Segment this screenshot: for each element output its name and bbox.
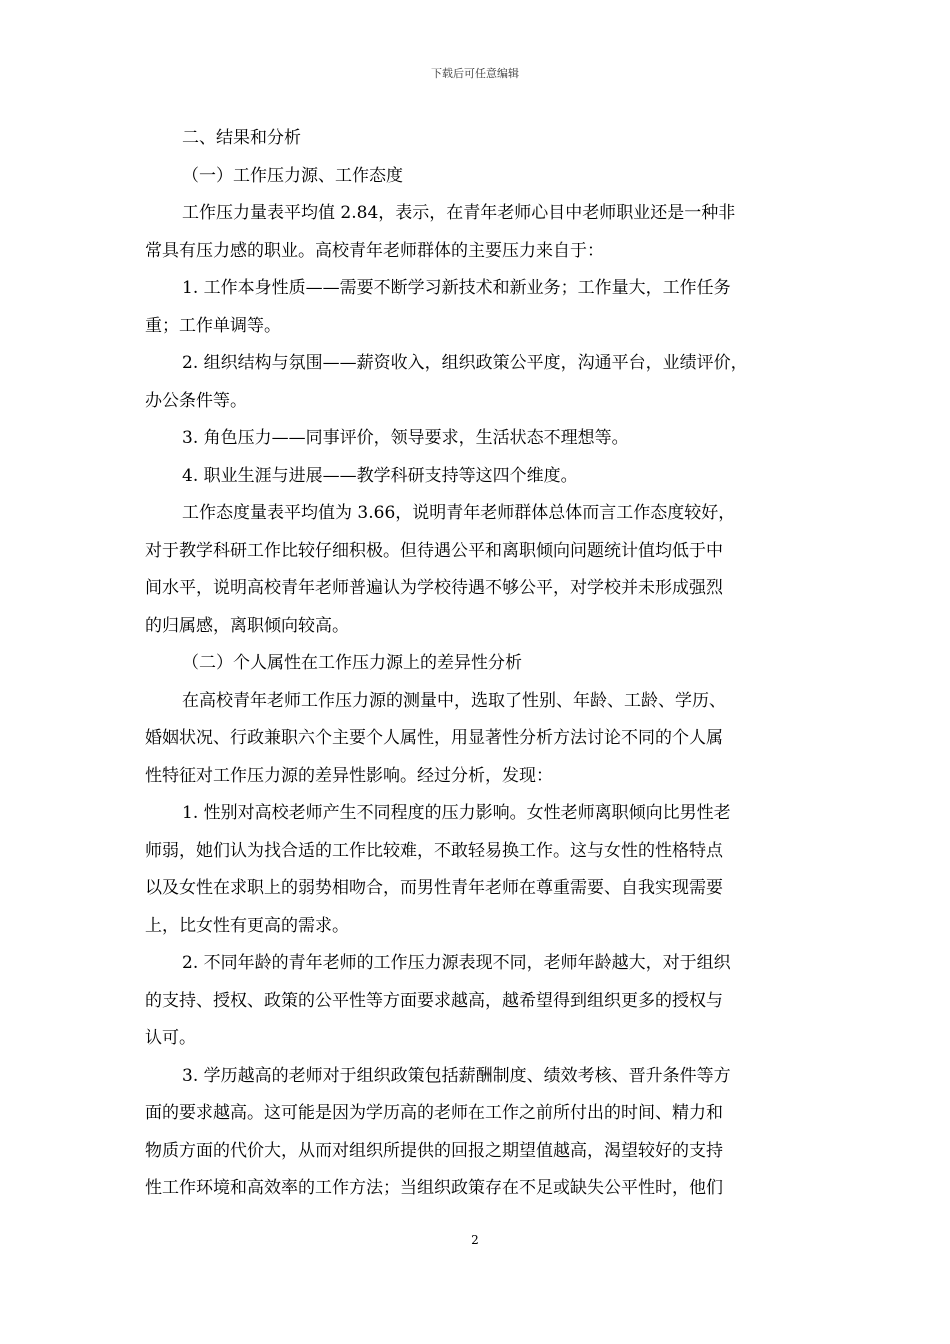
list-item-line: 2. 不同年龄的青年老师的工作压力源表现不同，老师年龄越大，对于组织 bbox=[182, 953, 731, 973]
list-item-line: 性工作环境和高效率的工作方法；当组织政策存在不足或缺失公平性时，他们 bbox=[145, 1178, 723, 1198]
list-item-line: 以及女性在求职上的弱势相吻合，而男性青年老师在尊重需要、自我实现需要 bbox=[145, 878, 723, 898]
list-item-line: 面的要求越高。这可能是因为学历高的老师在工作之前所付出的时间、精力和 bbox=[145, 1103, 723, 1123]
list-item-line: 4. 职业生涯与进展——教学科研支持等这四个维度。 bbox=[182, 465, 578, 486]
paragraph-line: 婚姻状况、行政兼职六个主要个人属性，用显著性分析方法讨论不同的个人属 bbox=[145, 728, 723, 748]
subsection-heading: （二）个人属性在工作压力源上的差异性分析 bbox=[182, 653, 522, 673]
list-item-line: 2. 组织结构与氛围——薪资收入，组织政策公平度，沟通平台，业绩评价， bbox=[182, 353, 748, 373]
paragraph-line: 性特征对工作压力源的差异性影响。经过分析，发现： bbox=[145, 765, 553, 786]
paragraph-line: 间水平，说明高校青年老师普遍认为学校待遇不够公平，对学校并未形成强烈 bbox=[145, 578, 723, 598]
list-item-line: 3. 角色压力——同事评价，领导要求，生活状态不理想等。 bbox=[182, 428, 629, 448]
page-header: 下载后可任意编辑 bbox=[431, 67, 519, 80]
list-item-line: 重；工作单调等。 bbox=[145, 315, 281, 336]
list-item-line: 1. 性别对高校老师产生不同程度的压力影响。女性老师离职倾向比男性老 bbox=[182, 803, 731, 823]
list-item-line: 物质方面的代价大，从而对组织所提供的回报之期望值越高，渴望较好的支持 bbox=[145, 1140, 723, 1161]
subsection-heading: （一）工作压力源、工作态度 bbox=[182, 165, 403, 186]
section-heading: 二、结果和分析 bbox=[182, 128, 301, 148]
list-item-line: 办公条件等。 bbox=[145, 390, 247, 411]
document-body bbox=[145, 126, 820, 1214]
list-item-line: 1. 工作本身性质——需要不断学习新技术和新业务；工作量大，工作任务 bbox=[182, 278, 731, 298]
list-item-line: 上，比女性有更高的需求。 bbox=[145, 915, 349, 936]
list-item-line: 认可。 bbox=[145, 1028, 196, 1048]
list-item-line: 师弱，她们认为找合适的工作比较难，不敢轻易换工作。这与女性的性格特点 bbox=[145, 840, 723, 861]
paragraph-line: 在高校青年老师工作压力源的测量中，选取了性别、年龄、工龄、学历、 bbox=[182, 690, 726, 711]
paragraph-line: 的归属感，离职倾向较高。 bbox=[145, 615, 349, 636]
paragraph-line: 对于教学科研工作比较仔细积极。但待遇公平和离职倾向问题统计值均低于中 bbox=[145, 540, 723, 561]
paragraph-line: 工作态度量表平均值为 3.66，说明青年老师群体总体而言工作态度较好， bbox=[182, 503, 736, 523]
paragraph-line: 工作压力量表平均值 2.84，表示，在青年老师心目中老师职业还是一种非 bbox=[182, 203, 736, 223]
list-item-line: 的支持、授权、政策的公平性等方面要求越高，越希望得到组织更多的授权与 bbox=[145, 990, 723, 1011]
paragraph-line: 常具有压力感的职业。高校青年老师群体的主要压力来自于： bbox=[145, 240, 604, 261]
list-item-line: 3. 学历越高的老师对于组织政策包括薪酬制度、绩效考核、晋升条件等方 bbox=[182, 1065, 731, 1086]
page-number: 2 bbox=[471, 1233, 479, 1247]
